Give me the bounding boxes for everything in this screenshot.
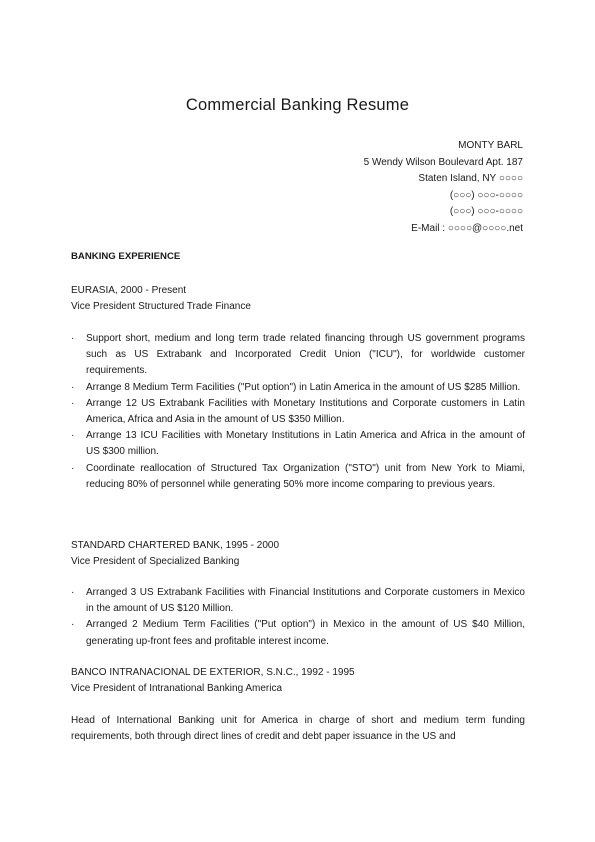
bullet-dot: · [71,333,75,344]
bullet-dot: · [71,462,75,474]
contact-email: E-Mail : ○○○○@○○○○.net [411,222,523,234]
bullet-item [71,396,525,428]
bullet-text: Arrange 12 US Extrabank Facilities with Monetary Institutions and Corporate customers in Latin America, Africa and Asia in the amount of US $350 Million. [86,397,525,426]
bullet-item [71,461,525,493]
bullet-dot: · [71,381,75,393]
bullet-text: Arrange 13 ICU Facilities with Monetary Institutions in Latin America and Africa in the amount of US $300 million. [86,430,525,458]
bullet-dot: · [71,397,75,409]
bullet-dot: · [71,619,75,631]
bullet-text: Support short, medium and long term trade related financing through US government programs such as US Extrabank and Incorporated Credit Union ("ICU"), for worldwide customer requirements. [86,333,525,377]
job-company: BANCO INTRANACIONAL DE EXTERIOR, S.N.C., 1992 - 1995 [71,667,355,678]
contact-phone-1: (○○○) ○○○-○○○○ [449,189,523,201]
contact-name: MONTY BARL [458,140,523,151]
job-company: STANDARD CHARTERED BANK, 1995 - 2000 [71,540,280,551]
job-company: EURASIA, 2000 - Present [71,285,187,296]
contact-city: Staten Island, NY ○○○○ [418,173,523,185]
job-role: Vice President Structured Trade Finance [71,301,251,313]
job-bullets [71,331,525,493]
job-bullets [71,585,525,650]
bullet-dot: · [71,587,75,598]
contact-phone-2: (○○○) ○○○-○○○○ [449,206,523,218]
bullet-item [71,380,525,396]
bullet-item [71,617,525,649]
job-paragraph: Head of International Banking unit for America in charge of short and medium term funding requirements, both through direct lines of credit and debt paper issuance in the US and [71,715,525,743]
contact-address: 5 Wendy Wilson Boulevard Apt. 187 [363,156,523,168]
section-heading: BANKING EXPERIENCE [71,251,181,262]
contact-block [364,138,523,238]
bullet-text: Arranged 3 US Extrabank Facilities with Financial Institutions and Corporate customers in Mexico in the amount of US $120 Million. [86,587,525,615]
bullet-item [71,331,525,380]
job-role: Vice President of Intranational Banking America [71,683,283,695]
job-role: Vice President of Specialized Banking [71,556,240,568]
bullet-item [71,428,525,460]
bullet-text: Coordinate reallocation of Structured Tax Organization ("STO") unit from New York to Miami, reducing 80% of personnel while generating 50% more income comparing to previous years. [86,462,525,490]
bullet-item [71,585,525,617]
job-header [71,283,525,315]
bullet-dot: · [71,430,75,442]
bullet-text: Arranged 2 Medium Term Facilities ("Put option") in Mexico in the amount of US $40 Million, generating up-front fees and profitable interest income. [86,619,525,647]
page-title: Commercial Banking Resume [185,96,410,114]
job-header [71,665,525,697]
bullet-text: Arrange 8 Medium Term Facilities ("Put option") in Latin America in the amount of US $285 Million. [86,381,521,393]
job-header [71,538,525,570]
